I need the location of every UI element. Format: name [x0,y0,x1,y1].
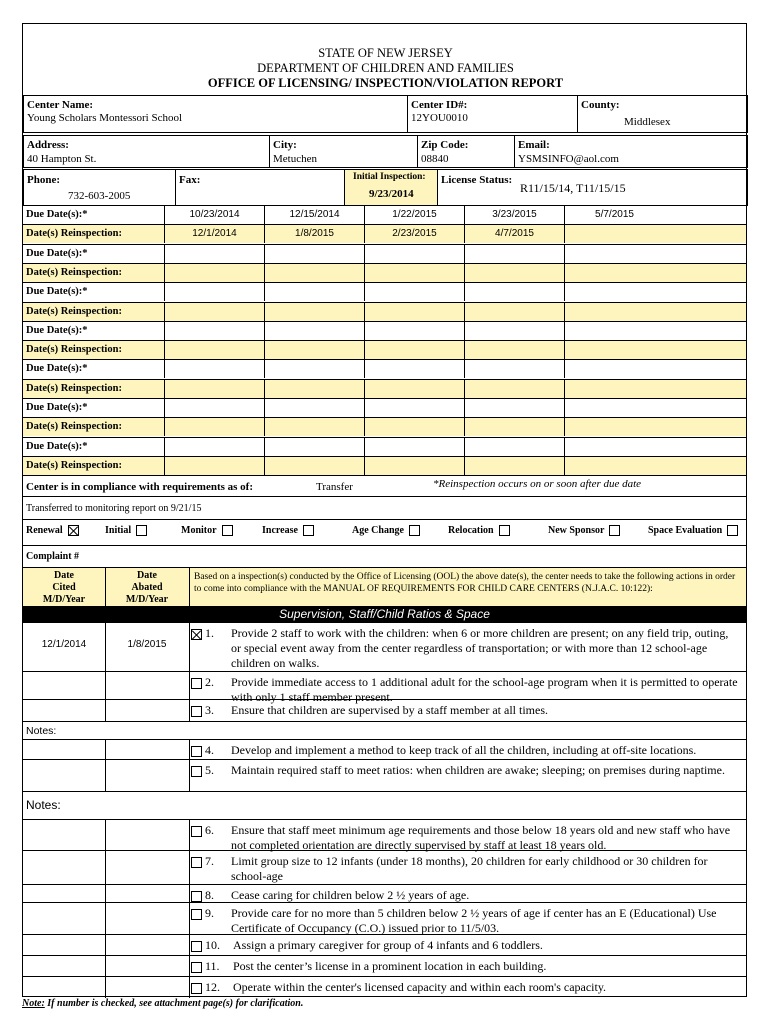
due-dates-label: Due Date(s):* [26,286,88,298]
reinspection-date-cell[interactable]: 12/1/2014 [164,225,264,243]
inspection-type-new-sponsor[interactable] [548,525,620,536]
due-date-cell[interactable]: 10/23/2014 [164,206,264,224]
reinspection-date-cell[interactable] [464,341,564,359]
reinspection-date-cell[interactable] [264,264,364,282]
due-date-cell[interactable] [164,322,264,340]
email-label: Email: [518,139,550,151]
requirement-number: 2. [205,675,214,689]
reinspection-date-cell[interactable] [164,264,264,282]
checkbox-icon[interactable] [191,857,202,868]
requirement-number: 10. [205,938,220,952]
due-dates-row [23,244,746,263]
phone-row [23,169,748,206]
due-date-cell[interactable] [364,399,464,417]
license-status-value: R11/15/14, T11/15/15 [520,181,626,195]
reinspection-note: *Reinspection occurs on or soon after due date [433,478,642,490]
phone-label: Phone: [27,174,60,186]
due-dates-row [23,282,746,301]
address-row [23,135,748,168]
due-date-cell[interactable] [364,360,464,378]
due-date-cell[interactable] [364,322,464,340]
due-dates-label: Due Date(s):* [26,209,88,220]
due-date-cell[interactable] [364,283,464,301]
due-date-cell[interactable]: 5/7/2015 [564,206,664,224]
requirement-row [23,699,746,721]
due-date-cell[interactable] [564,360,664,378]
requirement-number: 5. [205,763,214,777]
inspection-type-relocation[interactable] [448,525,510,536]
center-id-value: 12YOU0010 [411,112,468,124]
requirement-item [191,743,746,759]
due-date-cell[interactable] [264,322,364,340]
section-title-bar: Supervision, Staff/Child Ratios & Space [23,606,746,623]
due-date-cell[interactable] [364,245,464,263]
checkbox-icon[interactable] [609,525,620,536]
reinspection-date-cell[interactable] [364,418,464,436]
due-date-cell[interactable] [264,245,364,263]
reinspection-date-cell[interactable] [564,380,664,398]
due-date-cell[interactable] [564,399,664,417]
due-date-cell[interactable] [464,283,564,301]
checkbox-icon[interactable] [191,891,202,902]
reinspection-date-cell[interactable] [464,457,564,475]
due-dates-label: Due Date(s):* [26,402,88,413]
due-dates-row [23,437,746,456]
requirement-text: Ensure that children are supervised by a staff member at all times. [231,703,549,717]
requirement-text: Operate within the center's licensed capacity and within each room's capacity. [233,980,607,994]
requirement-row [23,850,746,884]
due-dates-label: Due Date(s):* [26,247,88,259]
due-date-cell[interactable]: 12/15/2014 [264,206,364,224]
reinspection-date-cell[interactable] [264,457,364,475]
department-title: DEPARTMENT OF CHILDREN AND FAMILIES [257,61,514,75]
reinspection-dates-row [23,379,746,398]
inspection-type-initial[interactable] [105,525,147,536]
inspection-type-age-change[interactable] [352,525,420,536]
requirement-number: 4. [205,743,214,757]
inspection-form [22,23,747,997]
county-value: Middlesex [624,116,671,128]
center-name-row [23,95,748,133]
due-dates-label: Due Date(s):* [26,324,88,336]
due-dates-row [23,205,746,224]
requirement-text: Maintain required staff to meet ratios: when children are awake; sleeping; on premises during naptime. [231,763,725,777]
complaint-label: Complaint # [26,551,80,562]
requirement-text: Develop and implement a method to keep track of all the children, including at off-site locations. [231,743,697,757]
checkbox-icon[interactable] [409,525,420,536]
requirement-text: Provide care for no more than 5 children below 2 ½ years of age if center has an E (Educational) Use Certificate of Occupancy (C.O.) issued prior to 11/5/03. [231,906,717,935]
reinspection-date-cell[interactable] [364,303,464,321]
inspection-type-row [23,525,746,541]
requirement-text: Ensure that staff meet minimum age requirements and those below 18 years old and new staff who have not completed orientation are directly supervised by staff at least 18 years old. [231,823,731,852]
requirement-item [191,626,746,670]
requirement-row [23,902,746,934]
reinspection-date-cell[interactable] [564,341,664,359]
requirement-text: Post the center’s license in a prominent location in each building. [233,959,547,973]
checkbox-icon[interactable] [499,525,510,536]
requirement-item [191,703,746,721]
notes-label: Notes: [26,798,61,812]
due-date-cell[interactable] [264,360,364,378]
due-date-cell[interactable] [164,399,264,417]
due-date-cell[interactable] [164,438,264,456]
license-status-label: License Status: [441,174,513,186]
inspection-type-label: Relocation [448,525,494,536]
due-date-cell[interactable] [464,322,564,340]
due-date-cell[interactable] [564,245,664,263]
requirement-number: 12. [205,980,220,994]
requirement-row [23,623,746,671]
report-title: OFFICE OF LICENSING/ INSPECTION/VIOLATION REPORT [207,76,564,90]
checkbox-icon[interactable] [191,983,202,994]
requirement-item [191,675,746,704]
reinspection-date-cell[interactable]: 2/23/2015 [364,225,464,243]
reinspection-date-cell[interactable] [264,341,364,359]
reinspection-dates-row [23,302,746,321]
reinspection-dates-row [23,417,746,436]
checkbox-icon[interactable] [727,525,738,536]
requirement-item [191,763,746,791]
inspection-type-label: Increase [262,525,298,536]
reinspection-label: Date(s) Reinspection: [26,266,122,278]
reinspection-date-cell[interactable] [264,303,364,321]
requirement-number: 11. [205,959,220,973]
due-date-cell[interactable]: 1/22/2015 [364,206,464,224]
inspection-type-label: Initial [105,525,132,536]
reinspection-date-cell[interactable] [164,303,264,321]
zip-label: Zip Code: [421,139,469,151]
requirement-number: 6. [205,823,214,837]
checkbox-icon[interactable] [68,525,79,536]
requirement-item [191,888,746,902]
due-date-cell[interactable] [564,283,664,301]
table-header [23,567,746,606]
date-abated-header: Date Abated M/D/Year [125,570,169,605]
reinspection-dates-row [23,263,746,282]
reinspection-date-cell[interactable] [264,380,364,398]
requirement-text: Cease caring for children below 2 ½ years of age. [231,888,470,902]
city-value: Metuchen [273,153,317,165]
due-dates-label: Due Date(s):* [26,440,88,452]
due-date-cell[interactable]: 3/23/2015 [464,206,564,224]
reinspection-label: Date(s) Reinspection: [26,459,122,471]
notes-row [23,791,746,819]
due-date-cell[interactable] [564,438,664,456]
due-date-cell[interactable] [464,438,564,456]
due-dates-label: Due Date(s):* [26,363,88,375]
due-date-cell[interactable] [264,283,364,301]
requirement-number: 1. [205,626,214,640]
city-label: City: [273,139,297,151]
address-value: 40 Hampton St. [27,153,97,165]
inspection-type-label: Age Change [352,525,404,536]
requirement-row [23,976,746,997]
checkbox-icon[interactable] [191,629,202,640]
inspection-type-renewal[interactable] [26,525,79,536]
reinspection-date-cell[interactable] [464,303,564,321]
reinspection-date-cell[interactable] [364,380,464,398]
requirement-number: 3. [205,703,214,717]
due-dates-row [23,321,746,340]
reinspection-date-cell[interactable] [164,418,264,436]
due-date-cell[interactable] [164,245,264,263]
reinspection-date-cell[interactable] [464,418,564,436]
instructions-text: Based on a inspection(s) conducted by the Office of Licensing (OOL) the above date(s), the center needs to take the following actions in order to come into compliance with the MANUAL OF REQUIREMENTS FOR CHILD CARE CENTERS (N.J.A.C. 10:122): [194,572,736,594]
reinspection-date-cell[interactable] [464,380,564,398]
due-date-cell[interactable] [464,245,564,263]
compliance-value: Transfer [316,481,353,493]
requirements-table [23,623,746,997]
inspection-type-label: Monitor [181,525,217,536]
reinspection-label: Date(s) Reinspection: [26,382,122,394]
compliance-label: Center is in compliance with requirements as of: [26,481,254,493]
checkbox-icon[interactable] [222,525,233,536]
checkbox-icon[interactable] [191,746,202,757]
requirement-row [23,759,746,791]
reinspection-label: Date(s) Reinspection: [26,344,122,356]
inspection-type-monitor[interactable] [181,525,233,536]
reinspection-date-cell[interactable] [464,264,564,282]
footer-note-text: If number is checked, see attachment page(s) for clarification. [44,998,304,1009]
requirement-number: 9. [205,906,214,920]
requirement-text: Provide 2 staff to work with the children: when 6 or more children are present; on any field trip, outing, or special event away from the center regardless of transportation; or with more than 12 school-age children on walks. [231,626,729,670]
reinspection-date-cell[interactable] [264,418,364,436]
due-date-cell[interactable] [264,438,364,456]
reinspection-date-cell[interactable] [564,225,664,243]
requirement-row [23,884,746,902]
reinspection-label: Date(s) Reinspection: [26,228,122,240]
initial-inspection-date: 9/23/2014 [369,188,414,200]
reinspection-dates-row [23,340,746,359]
requirement-row [23,671,746,704]
initial-inspection-label: Initial Inspection: [353,172,426,182]
center-name-label: Center Name: [27,99,94,111]
reinspection-date-cell[interactable] [564,418,664,436]
notes-label: Notes: [26,725,57,737]
requirement-text: Provide immediate access to 1 additional adult for the school-age program when it is permitted to operate with only 1 staff member present. [231,675,738,704]
requirement-row [23,955,746,976]
requirement-row [23,739,746,759]
reinspection-date-cell[interactable] [564,264,664,282]
notes-row [23,721,746,739]
email-value: YSMSINFO@aol.com [518,153,619,165]
requirement-text: Limit group size to 12 infants (under 18 months), 20 children for early childhood or 30 children for school-age [231,854,708,883]
requirement-row [23,934,746,955]
due-date-cell[interactable] [164,360,264,378]
state-title: STATE OF NEW JERSEY [318,46,453,60]
checkbox-icon[interactable] [191,909,202,920]
initial-inspection-box [345,170,437,205]
checkbox-icon[interactable] [136,525,147,536]
reinspection-dates-row [23,224,746,243]
reinspection-date-cell[interactable] [564,303,664,321]
requirement-text: Assign a primary caregiver for group of 4 infants and 6 toddlers. [233,938,543,952]
address-label: Address: [27,139,69,151]
reinspection-date-cell[interactable] [364,264,464,282]
reinspection-dates-row [23,456,746,475]
requirement-item [191,980,746,997]
date-cited-cell[interactable]: 12/1/2014 [41,639,87,650]
fax-label: Fax: [179,174,201,186]
inspection-type-label: Renewal [26,525,63,536]
requirement-number: 8. [205,888,214,902]
center-id-label: Center ID#: [411,99,468,111]
due-dates-row [23,359,746,378]
due-date-cell[interactable] [264,399,364,417]
dates-grid [23,205,746,475]
inspection-type-label: Space Evaluation [648,525,723,536]
date-cited-header: Date Cited M/D/Year [42,570,86,605]
reinspection-date-cell[interactable] [164,341,264,359]
due-date-cell[interactable] [464,399,564,417]
due-date-cell[interactable] [464,360,564,378]
reinspection-date-cell[interactable] [164,380,264,398]
requirement-item [191,959,746,976]
zip-value: 08840 [421,153,449,165]
reinspection-date-cell[interactable] [564,457,664,475]
checkbox-icon[interactable] [191,766,202,777]
inspection-type-space-evaluation[interactable] [648,525,738,536]
checkbox-icon[interactable] [191,941,202,952]
date-abated-cell[interactable]: 1/8/2015 [127,639,167,650]
transfer-note: Transferred to monitoring report on 9/21/15 [26,503,202,514]
checkbox-icon[interactable] [303,525,314,536]
requirement-number: 7. [205,854,214,868]
inspection-type-increase[interactable] [262,525,314,536]
requirement-item [191,854,746,884]
requirement-row [23,819,746,850]
reinspection-date-cell[interactable]: 4/7/2015 [464,225,564,243]
checkbox-icon[interactable] [191,962,202,973]
reinspection-date-cell[interactable] [164,457,264,475]
reinspection-date-cell[interactable] [364,457,464,475]
county-label: County: [581,99,620,111]
center-name-value: Young Scholars Montessori School [27,112,183,124]
due-dates-row [23,398,746,417]
due-date-cell[interactable] [164,283,264,301]
footer-note [22,998,303,1009]
footer-note-label: Note: [22,998,45,1009]
checkbox-icon[interactable] [191,678,202,689]
checkbox-icon[interactable] [191,826,202,837]
requirement-item [191,938,746,955]
checkbox-icon[interactable] [191,706,202,717]
requirement-item [191,906,746,934]
reinspection-date-cell[interactable] [364,341,464,359]
phone-value: 732-603-2005 [68,190,131,202]
reinspection-label: Date(s) Reinspection: [26,421,122,433]
due-date-cell[interactable] [564,322,664,340]
due-date-cell[interactable] [364,438,464,456]
reinspection-date-cell[interactable]: 1/8/2015 [264,225,364,243]
requirement-item [191,823,746,850]
reinspection-label: Date(s) Reinspection: [26,305,122,317]
inspection-type-label: New Sponsor [548,525,605,536]
